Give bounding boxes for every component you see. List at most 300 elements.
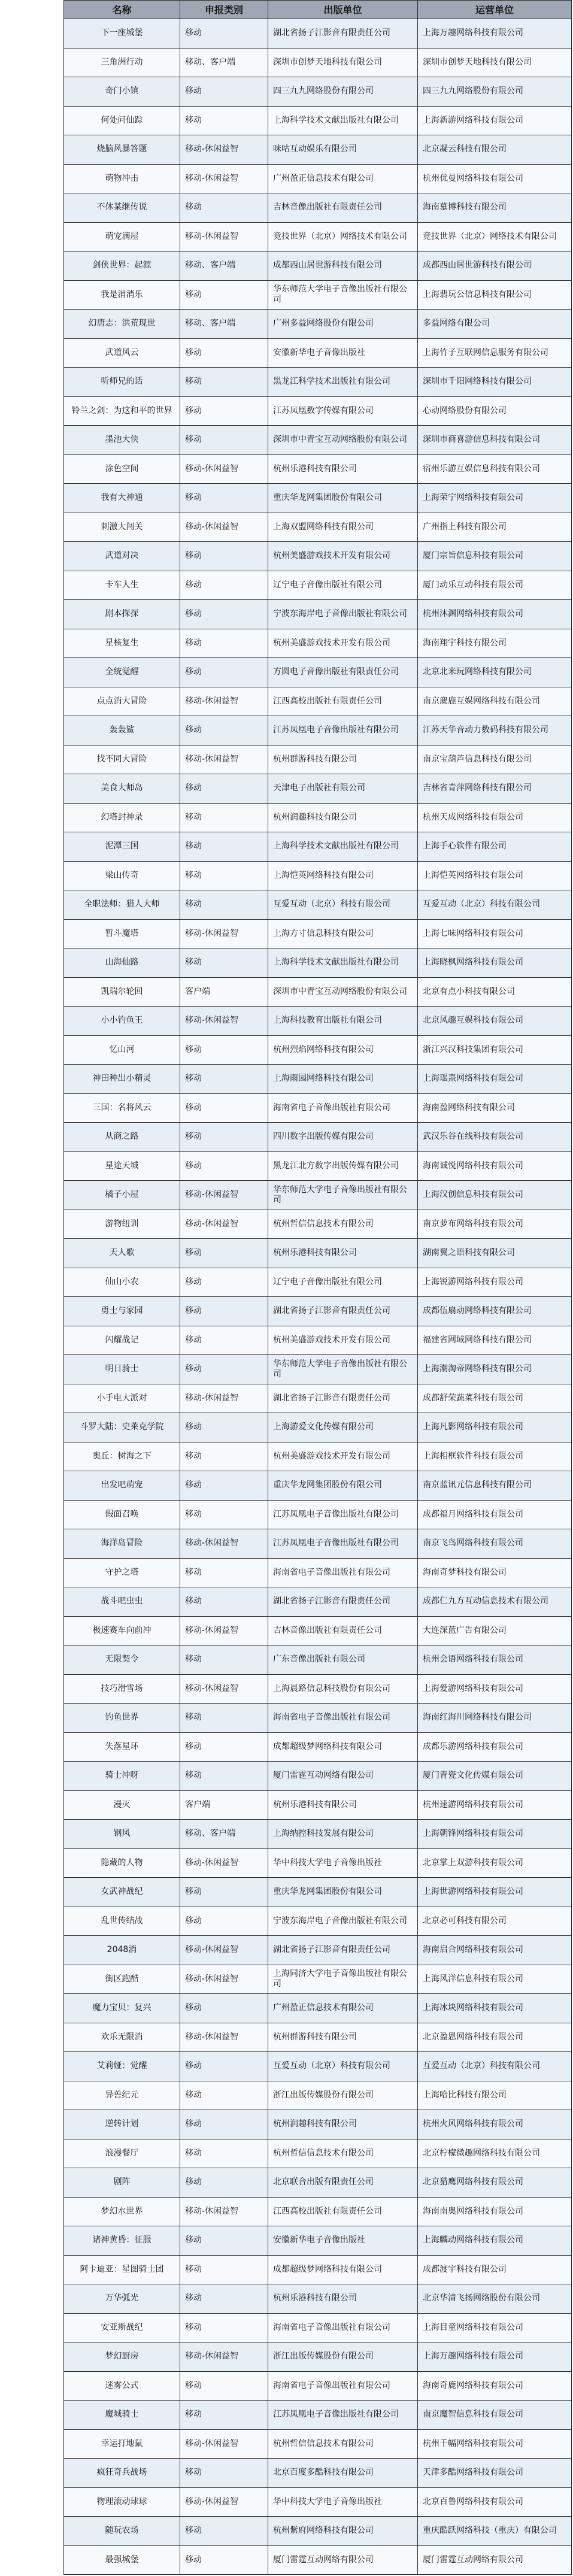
- cell-game-name: 勇士与家园: [64, 1297, 180, 1326]
- cell-game-name: 2048消: [64, 1936, 180, 1965]
- cell-publisher: 重庆华龙网集团股份有限公司: [268, 484, 418, 513]
- table-row: [64, 1529, 572, 1559]
- cell-category: 移动: [180, 832, 268, 862]
- cell-publisher: 杭州紫府网络科技有限公司: [268, 2517, 418, 2546]
- cell-operator: 海南南奥网络科技有限公司: [418, 2197, 572, 2226]
- cell-publisher: 方圆电子音像出版社有限责任公司: [268, 658, 418, 687]
- cell-publisher: 湖北省扬子江影音有限责任公司: [268, 1297, 418, 1326]
- cell-publisher: 海南省电子音像出版社有限公司: [268, 1093, 418, 1123]
- cell-operator: 成都伍扇动网络科技有限公司: [418, 1297, 572, 1326]
- cell-publisher: 上海科学技术文献出版社有限公司: [268, 106, 418, 135]
- table-row: [64, 1848, 572, 1878]
- cell-game-name: 闪耀战记: [64, 1326, 180, 1355]
- cell-category: 移动-休闲益智: [180, 164, 268, 193]
- cell-operator: 海南诚悦网络科技有限公司: [418, 1151, 572, 1181]
- cell-game-name: 物理滚动球球: [64, 2487, 180, 2517]
- table-row: [64, 2284, 572, 2314]
- cell-publisher: 北京百度多酷科技有限公司: [268, 2459, 418, 2488]
- cell-operator: 北京风趣互娱科技有限公司: [418, 1007, 572, 1036]
- cell-category: 移动-休闲益智: [180, 1529, 268, 1559]
- cell-game-name: 武道对决: [64, 542, 180, 571]
- cell-operator: 天津多酷网络科技有限公司: [418, 2459, 572, 2488]
- table-row: [64, 396, 572, 426]
- cell-game-name: 神田种出小精灵: [64, 1065, 180, 1094]
- cell-game-name: 不休某继传说: [64, 193, 180, 223]
- cell-game-name: 异兽纪元: [64, 2081, 180, 2110]
- table-row: [64, 1210, 572, 1239]
- cell-game-name: 三角洲行动: [64, 48, 180, 77]
- cell-category: 移动: [180, 629, 268, 658]
- cell-category: 客户端: [180, 1790, 268, 1820]
- cell-category: 移动: [180, 2226, 268, 2256]
- cell-game-name: 疯狂奇兵战场: [64, 2459, 180, 2488]
- cell-operator: 北京百鲁网络科技有限公司: [418, 2487, 572, 2517]
- cell-publisher: 江西高校出版社有限责任公司: [268, 2197, 418, 2226]
- cell-operator: 上海朝锋网络科技有限公司: [418, 1820, 572, 1849]
- table-row: [64, 19, 572, 49]
- cell-category: 移动: [180, 2168, 268, 2198]
- cell-operator: 成都仁九方互动信息技术有限公司: [418, 1587, 572, 1617]
- cell-game-name: 铃兰之剑：为这和平的世界: [64, 396, 180, 426]
- cell-category: 移动: [180, 1500, 268, 1529]
- cell-operator: 海南翔宇科技有限公司: [418, 629, 572, 658]
- cell-game-name: 小手电大派对: [64, 1384, 180, 1413]
- cell-game-name: 欢乐无限消: [64, 2023, 180, 2052]
- cell-game-name: 烧脑风暴答题: [64, 135, 180, 165]
- cell-category: 移动-休闲益智: [180, 687, 268, 716]
- cell-game-name: 凯瑞尔轮回: [64, 977, 180, 1007]
- cell-game-name: 隐藏的人物: [64, 1848, 180, 1878]
- cell-category: 移动: [180, 2313, 268, 2342]
- cell-publisher: 江苏凤凰电子音像出版社有限公司: [268, 1500, 418, 1529]
- cell-game-name: 橘子小屋: [64, 1181, 180, 1210]
- table-row: [64, 2081, 572, 2110]
- cell-publisher: 广州盈正信息技术有限公司: [268, 164, 418, 193]
- cell-category: 移动: [180, 1762, 268, 1791]
- cell-game-name: 三国：名将风云: [64, 1093, 180, 1123]
- cell-operator: 成都舒荣蔬菜科技有限公司: [418, 1384, 572, 1413]
- cell-operator: 多益网络有限公司: [418, 310, 572, 339]
- cell-operator: 上海翡玩公信息科技有限公司: [418, 280, 572, 310]
- cell-category: 移动: [180, 2371, 268, 2401]
- cell-game-name: 梦幻厨房: [64, 2342, 180, 2372]
- cell-operator: 成都福月网络科技有限公司: [418, 1500, 572, 1529]
- cell-category: 移动: [180, 1239, 268, 1268]
- cell-game-name: 萌物冲击: [64, 164, 180, 193]
- table-row: [64, 1500, 572, 1529]
- table-row: [64, 2168, 572, 2198]
- table-row: [64, 2197, 572, 2226]
- cell-game-name: 剧本探探: [64, 600, 180, 629]
- table-row: [64, 1065, 572, 1094]
- cell-operator: 吉林省青萍网络科技有限公司: [418, 774, 572, 804]
- cell-category: 移动: [180, 1123, 268, 1152]
- cell-game-name: 泥潭三国: [64, 832, 180, 862]
- header-operator: 运营单位: [418, 1, 572, 19]
- cell-publisher: 杭州乐港科技有限公司: [268, 1239, 418, 1268]
- cell-game-name: 万华弧光: [64, 2284, 180, 2314]
- cell-publisher: 上海科学技术文献出版社有限公司: [268, 832, 418, 862]
- table-row: [64, 2052, 572, 2081]
- cell-operator: 深圳市创梦天地科技有限公司: [418, 48, 572, 77]
- cell-publisher: 黑龙江科学技术出版社有限公司: [268, 368, 418, 397]
- cell-operator: 心动网络股份有限公司: [418, 396, 572, 426]
- table-row: [64, 861, 572, 890]
- cell-category: 移动-休闲益智: [180, 1616, 268, 1645]
- cell-operator: 重庆酷跃网络科技（重庆）有限公司: [418, 2517, 572, 2546]
- cell-operator: 北京华清飞扬网络股份有限公司: [418, 2284, 572, 2314]
- cell-category: 移动: [180, 396, 268, 426]
- cell-publisher: 杭州润趣科技有限公司: [268, 803, 418, 832]
- table-row: [64, 1239, 572, 1268]
- cell-operator: 宿州乐游互娱信息科技有限公司: [418, 454, 572, 484]
- cell-category: 移动: [180, 1704, 268, 1733]
- table-row: [64, 1181, 572, 1210]
- table-row: [64, 948, 572, 978]
- cell-operator: 上海七味网络科技有限公司: [418, 919, 572, 948]
- cell-category: 移动、客户端: [180, 1820, 268, 1849]
- cell-category: 移动: [180, 890, 268, 920]
- cell-game-name: 忆山河: [64, 1035, 180, 1065]
- cell-game-name: 星核复生: [64, 629, 180, 658]
- cell-publisher: 华中科技大学电子音像出版社: [268, 1848, 418, 1878]
- cell-publisher: 上海双盟网络科技有限公司: [268, 513, 418, 542]
- cell-operator: 杭州千幅网络科技有限公司: [418, 2429, 572, 2459]
- table-row: [64, 832, 572, 862]
- cell-operator: 杭州火风网络科技有限公司: [418, 2110, 572, 2139]
- cell-category: 移动-休闲益智: [180, 2023, 268, 2052]
- table-row: [64, 658, 572, 687]
- table-row: [64, 1616, 572, 1645]
- cell-game-name: 墨池大侠: [64, 426, 180, 455]
- table-row: [64, 629, 572, 658]
- cell-publisher: 上海同济大学电子音像出版社有限公司: [268, 1965, 418, 1994]
- cell-category: 移动-休闲益智: [180, 1674, 268, 1704]
- cell-operator: 上海汉创信息科技有限公司: [418, 1181, 572, 1210]
- cell-category: 移动: [180, 2401, 268, 2430]
- cell-operator: 上海哈比科技有限公司: [418, 2081, 572, 2110]
- cell-game-name: 明日骑士: [64, 1355, 180, 1384]
- cell-publisher: 吉林音像出版社有限责任公司: [268, 1616, 418, 1645]
- table-row: [64, 571, 572, 600]
- cell-category: 移动: [180, 1994, 268, 2023]
- cell-game-name: 全统觉醒: [64, 658, 180, 687]
- table-row: [64, 1007, 572, 1036]
- table-row: [64, 164, 572, 193]
- table-row: [64, 1820, 572, 1849]
- table-row: [64, 310, 572, 339]
- header-row: [64, 1, 572, 19]
- table-body: [64, 19, 572, 2575]
- cell-publisher: 湖北省扬子江影音有限责任公司: [268, 19, 418, 49]
- table-row: [64, 1907, 572, 1936]
- cell-category: 移动-休闲益智: [180, 1210, 268, 1239]
- cell-operator: 杭州速游网络科技有限公司: [418, 1790, 572, 1820]
- cell-publisher: 江苏凤凰电子音像出版社有限公司: [268, 716, 418, 745]
- cell-operator: 海南奇鹿网络科技有限公司: [418, 2371, 572, 2401]
- cell-publisher: 咪咕互动娱乐有限公司: [268, 135, 418, 165]
- cell-game-name: 山海仙路: [64, 948, 180, 978]
- cell-category: 移动: [180, 2459, 268, 2488]
- cell-category: 移动: [180, 19, 268, 49]
- cell-operator: 成都渡宇科技有限公司: [418, 2255, 572, 2284]
- cell-operator: 浙江兴汉科技集团有限公司: [418, 1035, 572, 1065]
- cell-publisher: 湖北省扬子江影音有限责任公司: [268, 1587, 418, 1617]
- cell-publisher: 深圳市中青宝互动网络股份有限公司: [268, 977, 418, 1007]
- cell-operator: 大连深蓝广告有限公司: [418, 1616, 572, 1645]
- cell-publisher: 杭州群游科技有限公司: [268, 2023, 418, 2052]
- cell-publisher: 天津电子出版社有限公司: [268, 774, 418, 804]
- cell-publisher: 广东音像出版社有限公司: [268, 1645, 418, 1675]
- cell-category: 移动: [180, 106, 268, 135]
- cell-game-name: 女武神战纪: [64, 1878, 180, 1907]
- cell-publisher: 上海科技教育出版社有限公司: [268, 1007, 418, 1036]
- cell-operator: 互爱互动（北京）科技有限公司: [418, 2052, 572, 2081]
- cell-game-name: 下一座城堡: [64, 19, 180, 49]
- cell-game-name: 卡车人生: [64, 571, 180, 600]
- cell-operator: 福建省网域网络科技有限公司: [418, 1326, 572, 1355]
- table-row: [64, 454, 572, 484]
- cell-game-name: 幻唐志：洪荒现世: [64, 310, 180, 339]
- cell-publisher: 杭州美盛游戏技术开发有限公司: [268, 1326, 418, 1355]
- cell-game-name: 奥丘：树海之下: [64, 1442, 180, 1471]
- table-row: [64, 426, 572, 455]
- table-row: [64, 1442, 572, 1471]
- cell-category: 移动: [180, 1326, 268, 1355]
- table-row: [64, 2313, 572, 2342]
- cell-game-name: 漫灭: [64, 1790, 180, 1820]
- table-row: [64, 1994, 572, 2023]
- cell-game-name: 失落星环: [64, 1732, 180, 1762]
- cell-category: 移动: [180, 1035, 268, 1065]
- cell-category: 移动: [180, 948, 268, 978]
- cell-operator: 厦门雷霆互动网络有限公司: [418, 2545, 572, 2575]
- cell-category: 移动-休闲益智: [180, 1965, 268, 1994]
- cell-game-name: 逆转计划: [64, 2110, 180, 2139]
- table-header: [64, 1, 572, 19]
- cell-operator: 广州指上科技有限公司: [418, 513, 572, 542]
- cell-game-name: 极速赛车向前冲: [64, 1616, 180, 1645]
- table-row: [64, 135, 572, 165]
- cell-category: 移动: [180, 2255, 268, 2284]
- cell-publisher: 互爱互动（北京）科技有限公司: [268, 2052, 418, 2081]
- cell-game-name: 最强城堡: [64, 2545, 180, 2575]
- cell-operator: 南京蓝讯元信息科技有限公司: [418, 1471, 572, 1501]
- cell-operator: 上海瑶熹网络科技有限公司: [418, 1065, 572, 1094]
- cell-category: 移动-休闲益智: [180, 919, 268, 948]
- cell-operator: 上海冰块网络科技有限公司: [418, 1994, 572, 2023]
- cell-category: 移动-休闲益智: [180, 2429, 268, 2459]
- cell-publisher: 黑龙江北方数字出版传媒有限公司: [268, 1151, 418, 1181]
- cell-operator: 海南盈网络科技有限公司: [418, 1093, 572, 1123]
- table-row: [64, 1413, 572, 1442]
- cell-category: 移动: [180, 861, 268, 890]
- cell-game-name: 守护之塔: [64, 1558, 180, 1587]
- table-row: [64, 2023, 572, 2052]
- cell-game-name: 涂色空间: [64, 454, 180, 484]
- cell-game-name: 星途天城: [64, 1151, 180, 1181]
- table-row: [64, 193, 572, 223]
- cell-category: 移动: [180, 2517, 268, 2546]
- cell-publisher: 江西高校出版社有限责任公司: [268, 687, 418, 716]
- cell-game-name: 剑侠世界：起源: [64, 251, 180, 281]
- cell-category: 移动-休闲益智: [180, 1007, 268, 1036]
- cell-publisher: 北京联合出版有限责任公司: [268, 2168, 418, 2198]
- cell-category: 移动: [180, 368, 268, 397]
- cell-game-name: 轰轰鲨: [64, 716, 180, 745]
- cell-publisher: 广州盈正信息技术有限公司: [268, 1994, 418, 2023]
- cell-category: 移动-休闲益智: [180, 1848, 268, 1878]
- cell-game-name: 安亚斯战纪: [64, 2313, 180, 2342]
- cell-category: 移动: [180, 193, 268, 223]
- cell-publisher: 上海雨园网络科技有限公司: [268, 1065, 418, 1094]
- cell-operator: 上海恺英网络科技有限公司: [418, 861, 572, 890]
- cell-category: 移动: [180, 1355, 268, 1384]
- cell-game-name: 天人歌: [64, 1239, 180, 1268]
- table-row: [64, 716, 572, 745]
- cell-publisher: 湖北省扬子江影音有限责任公司: [268, 1936, 418, 1965]
- table-row: [64, 745, 572, 774]
- cell-operator: 上海竹子互联网信息服务有限公司: [418, 338, 572, 368]
- cell-operator: 杭州天成网络科技有限公司: [418, 803, 572, 832]
- cell-game-name: 魔城骑士: [64, 2401, 180, 2430]
- cell-publisher: 浙江出版传媒股份有限公司: [268, 2081, 418, 2110]
- table-row: [64, 1936, 572, 1965]
- cell-game-name: 刺激大闯关: [64, 513, 180, 542]
- cell-publisher: 杭州哲信信息技术有限公司: [268, 1210, 418, 1239]
- table-row: [64, 48, 572, 77]
- table-row: [64, 2429, 572, 2459]
- cell-game-name: 小小钓鱼王: [64, 1007, 180, 1036]
- cell-game-name: 我有大神通: [64, 484, 180, 513]
- cell-operator: 杭州会语网络科技有限公司: [418, 1645, 572, 1675]
- cell-game-name: 钓鱼世界: [64, 1704, 180, 1733]
- cell-category: 移动-休闲益智: [180, 2197, 268, 2226]
- cell-publisher: 杭州哲信信息技术有限公司: [268, 2139, 418, 2168]
- table-row: [64, 222, 572, 251]
- cell-operator: 上海目童网络科技有限公司: [418, 2313, 572, 2342]
- cell-category: 移动-休闲益智: [180, 513, 268, 542]
- cell-operator: 南京宝葫芦信息科技有限公司: [418, 745, 572, 774]
- cell-category: 移动: [180, 1151, 268, 1181]
- cell-operator: 竞技世界（北京）网络技术有限公司: [418, 222, 572, 251]
- table-row: [64, 803, 572, 832]
- cell-category: 移动-休闲益智: [180, 1181, 268, 1210]
- cell-game-name: 武道风云: [64, 338, 180, 368]
- cell-category: 移动: [180, 2081, 268, 2110]
- cell-category: 移动: [180, 2110, 268, 2139]
- table-row: [64, 1326, 572, 1355]
- table-row: [64, 1268, 572, 1297]
- cell-game-name: 剧阵: [64, 2168, 180, 2198]
- cell-publisher: 吉林音像出版社有限责任公司: [268, 193, 418, 223]
- cell-operator: 四三九九网络股份有限公司: [418, 77, 572, 107]
- cell-category: 移动: [180, 1645, 268, 1675]
- cell-operator: 上海万趣网络科技有限公司: [418, 19, 572, 49]
- table-row: [64, 513, 572, 542]
- cell-publisher: 互爱互动（北京）科技有限公司: [268, 890, 418, 920]
- table-row: [64, 890, 572, 920]
- cell-category: 移动: [180, 1297, 268, 1326]
- cell-game-name: 出发吧萌宠: [64, 1471, 180, 1501]
- cell-publisher: 深圳市中青宝互动网络股份有限公司: [268, 426, 418, 455]
- cell-publisher: 上海游爱文化传媒有限公司: [268, 1413, 418, 1442]
- table-row: [64, 1645, 572, 1675]
- cell-category: 客户端: [180, 977, 268, 1007]
- cell-publisher: 江苏凤凰电子音像出版社有限公司: [268, 1529, 418, 1559]
- cell-game-name: 海洋岛冒险: [64, 1529, 180, 1559]
- cell-category: 移动: [180, 1587, 268, 1617]
- cell-category: 移动: [180, 1268, 268, 1297]
- cell-operator: 上海风洋信息科技有限公司: [418, 1965, 572, 1994]
- cell-publisher: 辽宁电子音像出版社有限公司: [268, 571, 418, 600]
- cell-publisher: 安徽新华电子音像出版社: [268, 2226, 418, 2256]
- cell-publisher: 上海方寸信息科技有限公司: [268, 919, 418, 948]
- cell-operator: 北京猎鹰网络科技有限公司: [418, 2168, 572, 2198]
- cell-operator: 上海麟动网络科技有限公司: [418, 2226, 572, 2256]
- cell-category: 移动-休闲益智: [180, 222, 268, 251]
- cell-category: 移动: [180, 1558, 268, 1587]
- cell-category: 移动: [180, 658, 268, 687]
- cell-operator: 深圳市千阳网络科技有限公司: [418, 368, 572, 397]
- cell-category: 移动-休闲益智: [180, 454, 268, 484]
- cell-game-name: 游物纽训: [64, 1210, 180, 1239]
- table-row: [64, 1471, 572, 1501]
- cell-publisher: 海南省电子音像出版社有限公司: [268, 1704, 418, 1733]
- cell-game-name: 迷雾公式: [64, 2371, 180, 2401]
- cell-category: 移动: [180, 1065, 268, 1094]
- cell-category: 移动: [180, 280, 268, 310]
- cell-category: 移动: [180, 571, 268, 600]
- cell-publisher: 成都西山居世游科技有限公司: [268, 251, 418, 281]
- cell-publisher: 杭州美盛游戏技术开发有限公司: [268, 1442, 418, 1471]
- table-row: [64, 251, 572, 281]
- game-approval-sheet: [63, 0, 571, 2575]
- cell-game-name: 听师兄的话: [64, 368, 180, 397]
- cell-publisher: 海南省电子音像出版社有限公司: [268, 2313, 418, 2342]
- cell-game-name: 魔力宝贝：复兴: [64, 1994, 180, 2023]
- cell-operator: 上海新游网络科技有限公司: [418, 106, 572, 135]
- cell-operator: 成都西山居世游科技有限公司: [418, 251, 572, 281]
- cell-operator: 上海晓枫网络科技有限公司: [418, 948, 572, 978]
- cell-operator: 上海爱游网络科技有限公司: [418, 1674, 572, 1704]
- cell-category: 移动: [180, 2545, 268, 2575]
- cell-publisher: 海南省电子音像出版社有限公司: [268, 1558, 418, 1587]
- table-row: [64, 338, 572, 368]
- cell-category: 移动-休闲益智: [180, 135, 268, 165]
- cell-game-name: 梦幻水世界: [64, 2197, 180, 2226]
- cell-publisher: 杭州美盛游戏技术开发有限公司: [268, 629, 418, 658]
- table-row: [64, 1558, 572, 1587]
- cell-publisher: 湖北省扬子江影音有限责任公司: [268, 1384, 418, 1413]
- cell-operator: 成都乐游网络科技有限公司: [418, 1732, 572, 1762]
- cell-game-name: 幻塔封神录: [64, 803, 180, 832]
- table-row: [64, 2459, 572, 2488]
- table-row: [64, 1035, 572, 1065]
- cell-operator: 深圳市商喜游信息科技有限公司: [418, 426, 572, 455]
- table-row: [64, 2545, 572, 2575]
- cell-publisher: 江苏凤凰电子音像出版社有限公司: [268, 2401, 418, 2430]
- cell-operator: 北京必可科技有限公司: [418, 1907, 572, 1936]
- table-row: [64, 1355, 572, 1384]
- table-row: [64, 919, 572, 948]
- cell-operator: 南京魔智信息科技有限公司: [418, 2401, 572, 2430]
- cell-game-name: 乱世传结战: [64, 1907, 180, 1936]
- header-name: 名称: [64, 1, 180, 19]
- table-row: [64, 774, 572, 804]
- cell-game-name: 街区跑酷: [64, 1965, 180, 1994]
- cell-publisher: 上海纳控科技发展有限公司: [268, 1820, 418, 1849]
